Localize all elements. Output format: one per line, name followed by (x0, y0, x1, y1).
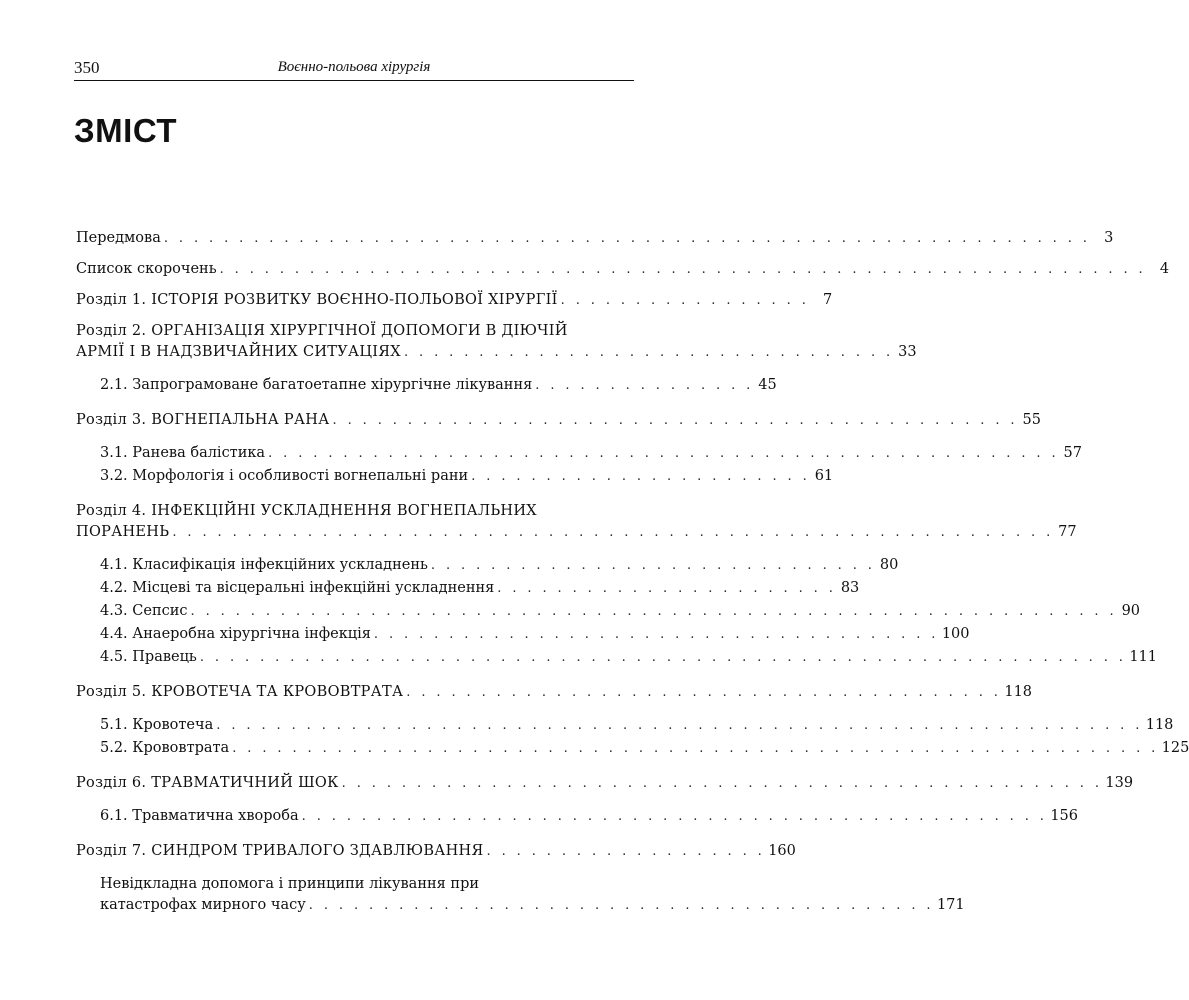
toc-entry-abbreviations[interactable]: Список скорочень . . . . . . . . . . . . . . . . . . . . . . . . . . . . . . . . . . . . . . . . . . . . . . . . . . . . . . . . . . . . . . 4 (76, 259, 630, 280)
page-ref: 118 (1145, 717, 1174, 733)
toc-entry-4-4[interactable]: 4.4. Анаеробна хірургічна інфекція . . . . . . . . . . . . . . . . . . . . . . . . . . . . . . . . . . . . . . 100 (100, 624, 630, 645)
page-ref: 3 (1104, 230, 1114, 246)
page-ref: 4 (1159, 261, 1170, 277)
toc-entry-chapter-7[interactable]: Розділ 7. СИНДРОМ ТРИВАЛОГО ЗДАВЛЮВАННЯ . . . . . . . . . . . . . . . . . . . 160 (76, 841, 630, 862)
page-ref: 139 (1105, 775, 1134, 791)
table-of-contents (76, 228, 1189, 916)
page-ref: 111 (1129, 649, 1157, 665)
page-ref: 80 (879, 557, 899, 573)
toc-entry-4-3[interactable]: 4.3. Сепсис . . . . . . . . . . . . . . . . . . . . . . . . . . . . . . . . . . . . . . . . . . . . . . . . . . . . . . . . . . . . . . 90 (100, 601, 630, 622)
page-ref: 33 (898, 344, 917, 360)
toc-entry-chapter-2[interactable]: Розділ 2. ОРГАНІЗАЦІЯ ХІРУРГІЧНОЇ ДОПОМОГИ В ДІЮЧІЙ АРМІЇ І В НАДЗВИЧАЙНИХ СИТУАЦІЯХ . . . . . . . . . . . . . . . . . . . . . . . . . . . . . . . . . 33 (76, 321, 630, 363)
toc-entry-7-1[interactable]: Невідкладна допомога і принципи лікування при катастрофах мирного часу . . . . . . . . . . . . . . . . . . . . . . . . . . . . . . . . . . . . . . . . . . 171 (100, 874, 630, 916)
toc-entry-chapter-3[interactable]: Розділ 3. ВОГНЕПАЛЬНА РАНА . . . . . . . . . . . . . . . . . . . . . . . . . . . . . . . . . . . . . . . . . . . . . . 55 (76, 410, 630, 431)
running-header (74, 58, 634, 81)
toc-entry-3-1[interactable]: 3.1. Ранева балістика . . . . . . . . . . . . . . . . . . . . . . . . . . . . . . . . . . . . . . . . . . . . . . . . . . . . . 57 (100, 443, 630, 464)
toc-entry-4-1[interactable]: 4.1. Класифікація інфекційних ускладнень . . . . . . . . . . . . . . . . . . . . . . . . . . . . . . 80 (100, 555, 630, 576)
page-ref: 156 (1050, 808, 1079, 824)
toc-entry-3-2[interactable]: 3.2. Морфологія і особливості вогнепальні рани . . . . . . . . . . . . . . . . . . . . . . . 61 (100, 466, 630, 487)
page-title: ЗМІСТ (74, 112, 177, 149)
page-ref: 83 (840, 580, 860, 596)
page-ref: 61 (814, 468, 834, 484)
page-ref: 55 (1022, 412, 1041, 428)
toc-entry-5-2[interactable]: 5.2. Крововтрата . . . . . . . . . . . . . . . . . . . . . . . . . . . . . . . . . . . . . . . . . . . . . . . . . . . . . . . . . . . . . . 125 (100, 738, 630, 759)
running-title: Воєнно-польова хірургія (277, 59, 431, 75)
page-ref: 118 (1004, 684, 1033, 700)
page-number: 350 (74, 58, 100, 77)
page-ref: 90 (1121, 603, 1141, 619)
page-ref: 100 (941, 626, 970, 642)
page-ref: 160 (768, 843, 796, 859)
page-ref: 77 (1058, 524, 1077, 540)
page-ref: 57 (1063, 445, 1082, 461)
toc-entry-chapter-6[interactable]: Розділ 6. ТРАВМАТИЧНИЙ ШОК . . . . . . . . . . . . . . . . . . . . . . . . . . . . . . . . . . . . . . . . . . . . . . . . . . . 139 (76, 773, 630, 794)
page-ref: 45 (758, 377, 777, 393)
toc-entry-2-1[interactable]: 2.1. Запрограмоване багатоетапне хірургічне лікування . . . . . . . . . . . . . . . 45 (100, 375, 630, 396)
toc-entry-chapter-5[interactable]: Розділ 5. КРОВОТЕЧА ТА КРОВОВТРАТА . . . . . . . . . . . . . . . . . . . . . . . . . . . . . . . . . . . . . . . . 118 (76, 682, 630, 703)
toc-entry-5-1[interactable]: 5.1. Кровотеча . . . . . . . . . . . . . . . . . . . . . . . . . . . . . . . . . . . . . . . . . . . . . . . . . . . . . . . . . . . . . . 118 (100, 715, 630, 736)
toc-entry-chapter-4[interactable]: Розділ 4. ІНФЕКЦІЙНІ УСКЛАДНЕННЯ ВОГНЕПАЛЬНИХ ПОРАНЕНЬ . . . . . . . . . . . . . . . . . . . . . . . . . . . . . . . . . . . . . . . . . . . . . . . . . . . . . . . . . . . 77 (76, 501, 630, 543)
page-ref: 171 (936, 897, 965, 913)
toc-entry-4-2[interactable]: 4.2. Місцеві та вісцеральні інфекційні ускладнення . . . . . . . . . . . . . . . . . . . . . . . 83 (100, 578, 630, 599)
toc-entry-6-1[interactable]: 6.1. Травматична хвороба . . . . . . . . . . . . . . . . . . . . . . . . . . . . . . . . . . . . . . . . . . . . . . . . . . 156 (100, 806, 630, 827)
toc-entry-preface[interactable]: Передмова . . . . . . . . . . . . . . . . . . . . . . . . . . . . . . . . . . . . . . . . . . . . . . . . . . . . . . . . . . . . . . 3 (76, 228, 630, 249)
toc-entry-chapter-1[interactable]: Розділ 1. ІСТОРІЯ РОЗВИТКУ ВОЄННО-ПОЛЬОВОЇ ХІРУРГІЇ . . . . . . . . . . . . . . . . . 7 (76, 290, 630, 311)
toc-entry-4-5[interactable]: 4.5. Правець . . . . . . . . . . . . . . . . . . . . . . . . . . . . . . . . . . . . . . . . . . . . . . . . . . . . . . . . . . . . . . 111 (100, 647, 630, 668)
page-ref: 7 (823, 292, 833, 308)
page-ref: 125 (1161, 740, 1189, 756)
